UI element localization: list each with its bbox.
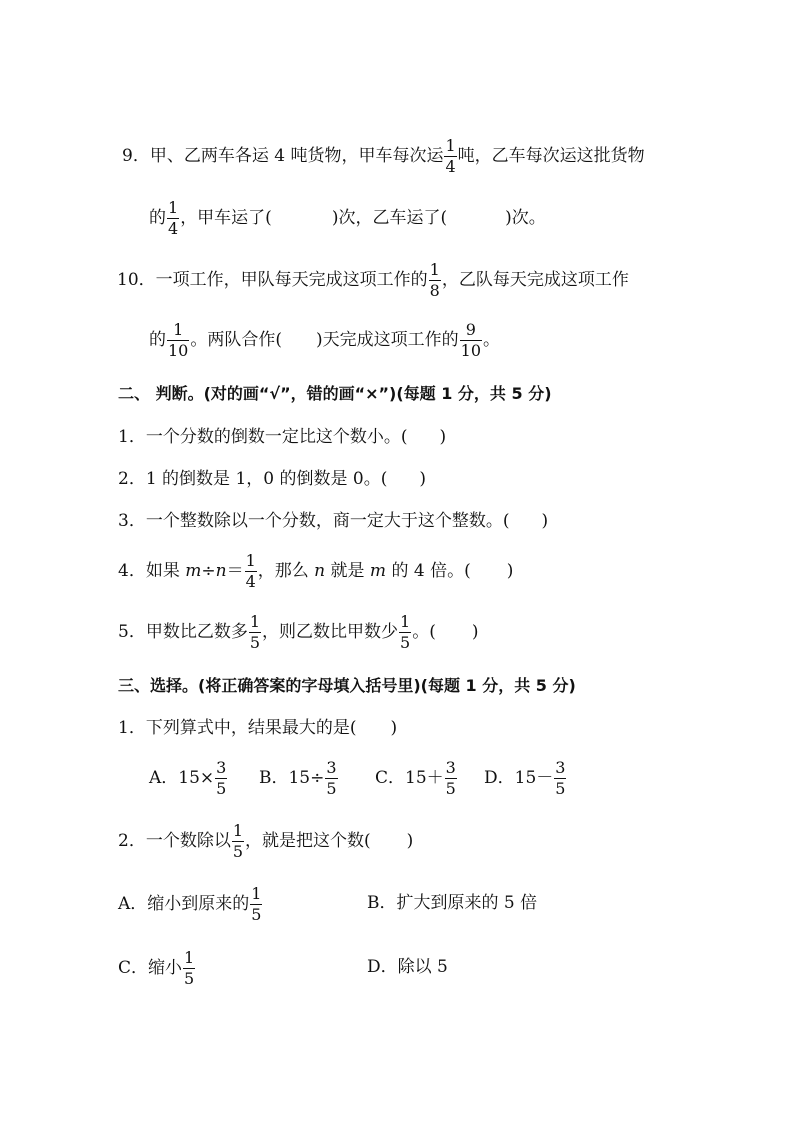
- fraction: [460, 322, 482, 359]
- fraction-numerator: 1: [232, 821, 244, 840]
- choice-q2-option-a[interactable]: [118, 886, 263, 923]
- fraction-numerator: 1: [400, 612, 411, 631]
- fraction-denominator: 5: [232, 842, 244, 861]
- judge-q5-text: 5．甲数比乙数多: [118, 622, 248, 642]
- variable-n: n: [215, 561, 227, 581]
- choice-q1: [118, 720, 397, 737]
- choice-q2-text: ，就是把这个数(: [245, 831, 371, 851]
- fraction-numerator: 1: [168, 198, 179, 217]
- q10-text: ，乙队每天完成这项工作: [441, 270, 629, 290]
- judge-q3: [118, 513, 548, 530]
- judge-q4-text: ，那么: [257, 561, 315, 581]
- section-title-choice: 三、选择。(将正确答案的字母填入括号里)(每题 1 分，共 5 分): [118, 676, 576, 695]
- q9-text: 甲、乙两车各运 4 吨货物，甲车每次运: [149, 146, 444, 166]
- fraction-denominator: 5: [555, 779, 566, 798]
- fraction: [399, 614, 411, 651]
- judge-q4: [118, 553, 513, 590]
- judge-q1-text: 1．一个分数的倒数一定比这个数小。(: [118, 427, 408, 447]
- paren-close: ): [390, 718, 398, 738]
- fraction-denominator: 5: [326, 779, 337, 798]
- fraction-numerator: 1: [445, 136, 456, 155]
- fraction-denominator: 5: [251, 905, 262, 924]
- fraction: [183, 950, 195, 987]
- option-label: B．扩大到原来的 5 倍: [367, 893, 538, 913]
- fraction-numerator: 1: [184, 948, 195, 967]
- fraction-denominator: 4: [245, 572, 256, 591]
- fraction-numerator: 9: [460, 322, 482, 341]
- variable-m: m: [369, 561, 387, 581]
- variable-n: n: [314, 561, 326, 581]
- fraction: [167, 322, 189, 359]
- fraction-denominator: 5: [216, 779, 227, 798]
- q9-text: 的: [149, 208, 166, 228]
- q10-line1: [117, 262, 629, 299]
- option-label: D．15－: [484, 768, 554, 788]
- choice-q1-option-d[interactable]: [484, 760, 567, 797]
- q10-text: 。两队合作(: [190, 330, 282, 350]
- choice-q1-option-b[interactable]: [259, 760, 339, 797]
- fraction-numerator: 1: [167, 322, 189, 341]
- judge-q5-text: ，则乙数比甲数少: [262, 622, 399, 642]
- paren-close: ): [471, 622, 479, 642]
- judge-q4-text: 就是: [325, 561, 370, 581]
- choice-q2-option-c[interactable]: [118, 950, 196, 987]
- operator: ＝: [226, 561, 244, 581]
- choice-q2-option-b[interactable]: [367, 895, 537, 912]
- choice-q1-text: 1．下列算式中，结果最大的是(: [118, 718, 357, 738]
- paren-close: ): [541, 511, 549, 531]
- fraction: [429, 262, 441, 299]
- choice-q2: [118, 823, 413, 860]
- fraction-denominator: 4: [168, 219, 179, 238]
- fraction: [445, 760, 457, 797]
- fraction-denominator: 5: [445, 779, 456, 798]
- judge-q5-text: 。(: [412, 622, 436, 642]
- fraction: [554, 760, 566, 797]
- fraction-denominator: 10: [460, 341, 481, 360]
- q10-text: 一项工作，甲队每天完成这项工作的: [155, 270, 428, 290]
- fraction-numerator: 3: [555, 758, 566, 777]
- fraction: [232, 823, 244, 860]
- fraction-numerator: 1: [249, 612, 261, 631]
- q9-text: ，甲车运了(: [180, 208, 272, 228]
- judge-q4-text: 4．如果: [118, 561, 186, 581]
- judge-q2-text: 2．1 的倒数是 1，0 的倒数是 0。(: [118, 469, 388, 489]
- q10-text: 的: [149, 330, 166, 350]
- fraction: [249, 614, 261, 651]
- fraction-denominator: 8: [429, 281, 440, 300]
- operator: ÷: [201, 561, 216, 581]
- q9-text: 吨，乙车每次运这批货物: [457, 146, 645, 166]
- q10-number: 10．: [117, 270, 156, 290]
- q9-text: )次，乙车运了(: [331, 208, 448, 228]
- fraction-denominator: 10: [168, 341, 189, 360]
- fraction: [444, 138, 456, 175]
- choice-q1-option-a[interactable]: [149, 760, 228, 797]
- q9-number: 9．: [122, 146, 150, 166]
- paren-close: ): [506, 561, 514, 581]
- fraction-numerator: 1: [429, 260, 440, 279]
- option-label: C．15＋: [375, 768, 444, 788]
- option-label: D．除以 5: [367, 957, 448, 977]
- paren-close: ): [439, 427, 447, 447]
- fraction-numerator: 1: [251, 884, 262, 903]
- fraction-denominator: 5: [400, 633, 411, 652]
- option-label: A．15×: [149, 768, 215, 788]
- variable-m: m: [185, 561, 202, 581]
- fraction: [215, 760, 227, 797]
- fraction-denominator: 4: [445, 157, 456, 176]
- paren-close: ): [406, 831, 414, 851]
- q9-line1: [122, 138, 645, 175]
- option-label: B．15÷: [259, 768, 325, 788]
- fraction-denominator: 5: [249, 633, 261, 652]
- judge-q4-text: 的 4 倍。(: [386, 561, 471, 581]
- fraction-numerator: 1: [245, 551, 256, 570]
- option-label: A．缩小到原来的: [118, 894, 250, 914]
- paren-close: ): [419, 469, 426, 489]
- judge-q3-text: 3．一个整数除以一个分数，商一定大于这个整数。(: [118, 511, 510, 531]
- fraction: [250, 886, 262, 923]
- q9-line2: [149, 200, 546, 237]
- section-title-judge: 二、 判断。(对的画“√”，错的画“×”)(每题 1 分，共 5 分): [118, 384, 552, 403]
- judge-q2: [118, 471, 426, 488]
- choice-q2-text: 2．一个数除以: [118, 831, 231, 851]
- judge-q1: [118, 429, 446, 446]
- fraction: [167, 200, 179, 237]
- fraction-numerator: 3: [216, 758, 227, 777]
- q10-line2: [149, 322, 500, 359]
- fraction: [245, 553, 257, 590]
- q10-text: 。: [483, 330, 500, 350]
- choice-q1-option-c[interactable]: [375, 760, 458, 797]
- option-label: C．缩小: [118, 958, 183, 978]
- choice-q2-option-d[interactable]: [367, 959, 448, 976]
- fraction-numerator: 3: [326, 758, 337, 777]
- q9-text: )次。: [505, 208, 546, 228]
- judge-q5: [118, 614, 478, 651]
- fraction: [325, 760, 337, 797]
- q10-text: )天完成这项工作的: [316, 330, 459, 350]
- fraction-numerator: 3: [445, 758, 456, 777]
- fraction-denominator: 5: [184, 969, 195, 988]
